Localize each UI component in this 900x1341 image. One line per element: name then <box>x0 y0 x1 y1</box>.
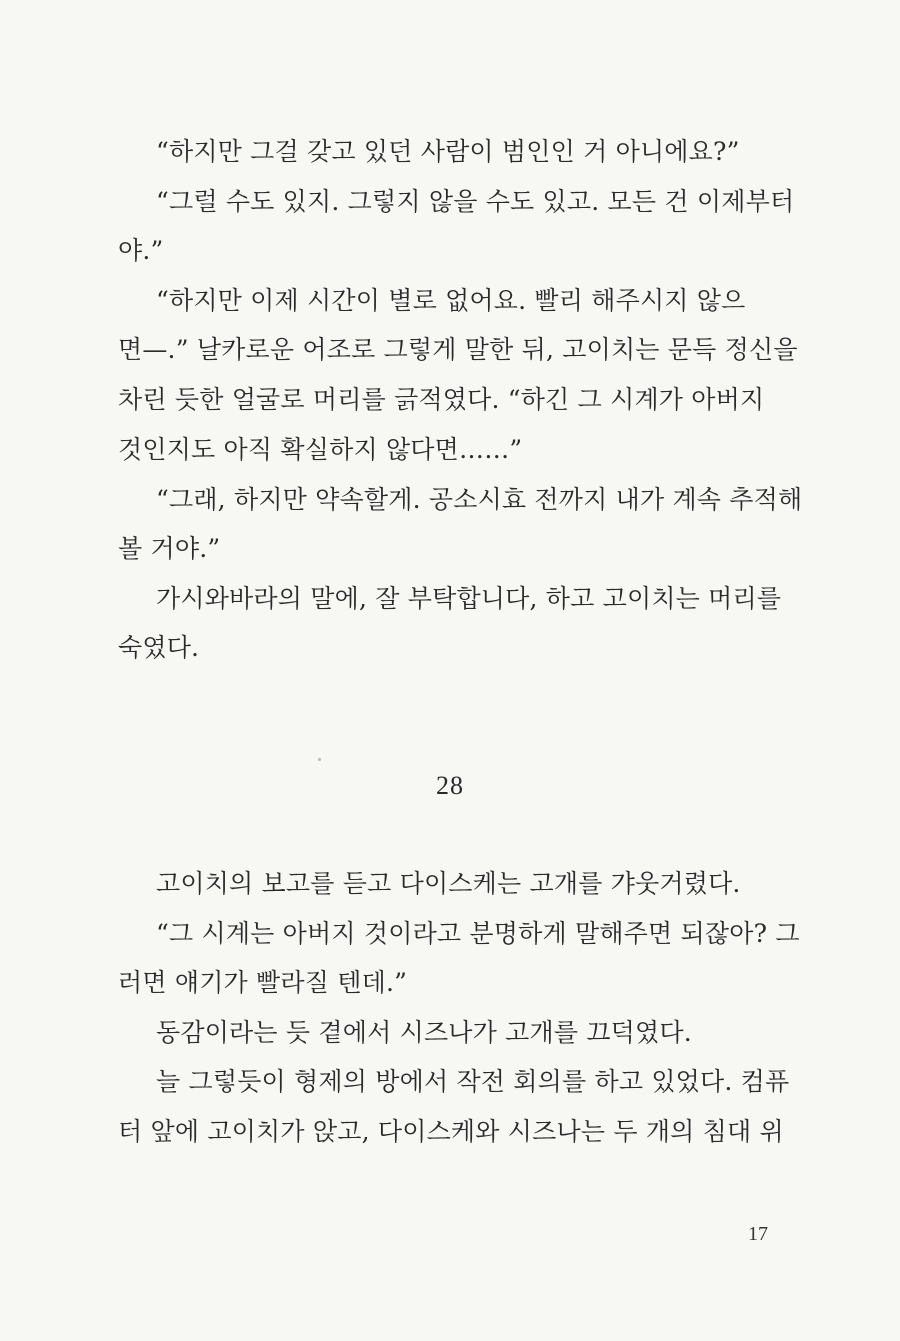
text-line: “그럴 수도 있지. 그렇지 않을 수도 있고. 모든 건 이제부터 <box>156 187 795 216</box>
lower-text-block <box>118 866 800 1186</box>
text-line: 늘 그렇듯이 형제의 방에서 작전 회의를 하고 있었다. 컴퓨 <box>156 1067 790 1096</box>
text-line: 면—.” 날카로운 어조로 그렇게 말한 뒤, 고이치는 문득 정신을 <box>118 335 798 364</box>
text-line: 것인지도 아직 확실하지 않다면……” <box>118 435 523 464</box>
text-line: 러면 얘기가 빨라질 텐데.” <box>118 968 408 997</box>
upper-text-block <box>118 134 803 674</box>
text-line: “하지만 그걸 갖고 있던 사람이 범인인 거 아니에요?” <box>156 137 740 166</box>
text-line: 가시와바라의 말에, 잘 부탁합니다, 하고 고이치는 머리를 <box>156 584 782 613</box>
page-number: 17 <box>748 1223 768 1245</box>
text-line: 동감이라는 듯 곁에서 시즈나가 고개를 끄덕였다. <box>156 1018 692 1047</box>
text-line: 숙였다. <box>118 633 200 662</box>
chapter-number: 28 <box>436 771 464 800</box>
text-line: 차린 듯한 얼굴로 머리를 긁적였다. “하긴 그 시계가 아버지 <box>118 385 765 414</box>
paper-speck <box>318 758 321 761</box>
text-line: 터 앞에 고이치가 앉고, 다이스케와 시즈나는 두 개의 침대 위 <box>118 1117 784 1146</box>
text-line: 야.” <box>118 236 164 265</box>
text-line: “그래, 하지만 약속할게. 공소시효 전까지 내가 계속 추적해 <box>156 485 803 514</box>
text-line: 볼 거야.” <box>118 534 221 563</box>
text-line: “그 시계는 아버지 것이라고 분명하게 말해주면 되잖아? 그 <box>156 919 800 948</box>
text-line: 고이치의 보고를 듣고 다이스케는 고개를 갸웃거렸다. <box>156 869 741 898</box>
text-line: “하지만 이제 시간이 별로 없어요. 빨리 해주시지 않으 <box>156 286 746 315</box>
